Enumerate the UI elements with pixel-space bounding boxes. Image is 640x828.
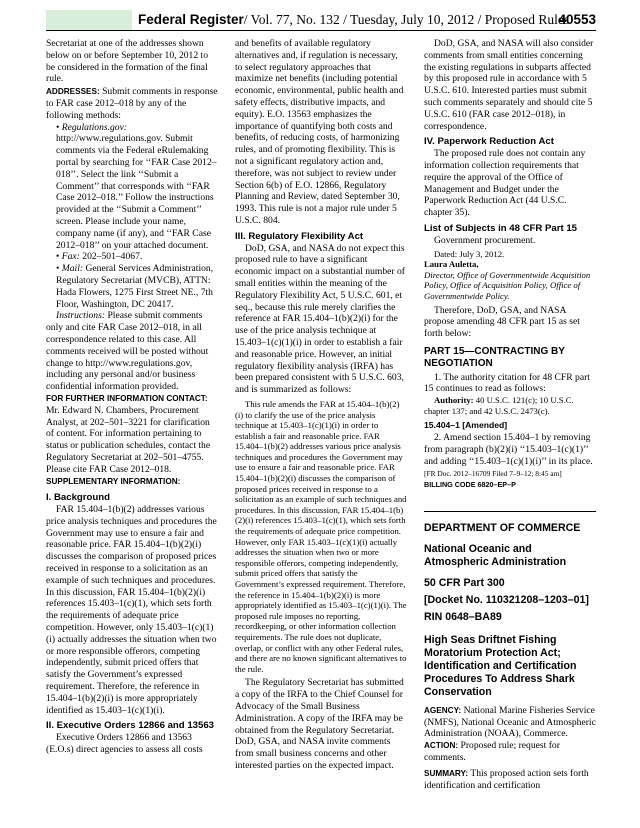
paragraph: DoD, GSA, and NASA do not expect this proposed rule to have a significant economic impact on a substantial number of small entities within the meaning of the Regulatory Flexibility Act, 5 U.S.C. 601, et seq., because this rule merely clarifies the reference at FAR 15.404–1(b)(2)(i) for the use of the price analysis technique at 15.403–1(c)(1)(i) in order to establish a fair and reasonable price. However, an initial regulatory flexibility analysis (IRFA) has been prepared consistent with 5 U.S.C. 603, and is summarized as follows: bbox=[235, 242, 405, 396]
docket-number: [Docket No. 110321208–1203–01] bbox=[424, 593, 589, 606]
paragraph: Secretariat at one of the addresses shown below on or before September 10, 2012 to be considered in the formation of the final rule. bbox=[46, 38, 208, 85]
paragraph: FAR 15.404–1(b)(2) addresses various price analysis techniques and procedures the Government may use to ensure a fair and reasonable price. FAR 15.404–1(b)(2)(i) discusses the comparison of proposed prices received in response to a solicitation as an example of such techniques and procedures. In this discussion, FAR 15.404–1(b)(2)(i) references 15.403–1(c)(1), which sets forth the requirements of adequate price competition. However, only 15.403–1(c)(1)(i) actually addresses the situation when two or more responsible offerors, competing independently, submit priced offers that satisfy the Government’s expressed requirement. Therefore, the reference in 15.404–1(b)(2)(i) is more appropriately identified as 15.403–1(c)(1)(i). bbox=[46, 504, 217, 716]
paragraph: 1. The authority citation for 48 CFR part 15 continues to read as follows: bbox=[424, 371, 590, 395]
separator-rule bbox=[424, 511, 596, 512]
column-2 bbox=[235, 38, 407, 772]
paragraph: Government procurement. bbox=[434, 234, 536, 246]
page-number: 40553 bbox=[558, 12, 596, 27]
billing-code: BILLING CODE 6820–EP–P bbox=[424, 479, 516, 489]
supplementary-label: SUPPLEMENTARY INFORMATION: bbox=[46, 477, 181, 487]
paragraph: and benefits of available regulatory alternatives and, if regulation is necessary, to select regulatory approaches that maximize net benefits (including potential economic, environmental, public health and safety effects, distributive impacts, and equity). E.O. 13563 emphasizes the importance of quantifying both costs and benefits, of reducing costs, of harmonizing rules, and of promoting flexibility. This is not a significant regulatory action and, therefore, was not subject to review under Section 6(b) of E.O. 12866, Regulatory Planning and Review, dated September 30, 1993. This rule is not a major rule under 5 U.S.C. 804. bbox=[235, 38, 404, 226]
subjects-heading: List of Subjects in 48 CFR Part 15 bbox=[424, 222, 578, 234]
paragraph: 2. Amend section 15.404–1 by removing from paragraph (b)(2)(i) ‘‘15.403–1(c)(1)’’ and adding ‘‘15.403–1(c)(1)(i)’’ in its place. bbox=[424, 432, 593, 467]
signer-name: Laura Auletta, bbox=[424, 259, 479, 270]
agency-heading: National Oceanic and Atmospheric Administration bbox=[424, 542, 567, 568]
section-heading: II. Executive Orders 12866 and 13563 bbox=[46, 720, 214, 732]
authority-line: Authority: 40 U.S.C. 121(c); 10 U.S.C. chapter 137; and 42 U.S.C. 2473(c). bbox=[424, 395, 574, 416]
paragraph: DoD, GSA, and NASA will also consider comments from small entities concerning the existing regulations in subparts affected by this proposed rule in accordance with 5 U.S.C. 610. Interested parties must submit such comments separately and should cite 5 U.S.C. 610 (FAR case 2012–018), in correspondence. bbox=[424, 38, 594, 132]
highlight-box bbox=[46, 10, 132, 30]
contact-section: FOR FURTHER INFORMATION CONTACT: Mr. Edward N. Chambers, Procurement Analyst, at 202–501–3221 for clarification of content. For information pertaining to status or publication schedules, contact the Regulatory Secretariat at 202–501–4755. Please cite FAR Case 2012–018. bbox=[46, 393, 211, 475]
action-section: ACTION: Proposed rule; request for comments. bbox=[424, 740, 560, 763]
column-1 bbox=[46, 38, 218, 756]
part-heading: PART 15—CONTRACTING BY NEGOTIATION bbox=[424, 345, 565, 369]
addresses-section: ADDRESSES: Submit comments in response to FAR case 2012–018 by any of the following methods: bbox=[46, 86, 218, 121]
column-3 bbox=[424, 38, 596, 791]
agency-section: AGENCY: National Marine Fisheries Service (NMFS), National Oceanic and Atmospheric Administration (NOAA), Commerce. bbox=[424, 704, 596, 740]
header-rule bbox=[46, 30, 596, 31]
section-heading: I. Background bbox=[46, 492, 110, 504]
issue-info: / Vol. 77, No. 132 / Tuesday, July 10, 2012 / Proposed Rules bbox=[243, 12, 570, 27]
block-quote: This rule amends the FAR at 15.404–1(b)(2)(i) to clarify the use of the price analysis technique at 15.403–1(c)(1)(i) in order to establish a fair and reasonable price. FAR 15.404–1(b)(2) addresses various price analysis techniques and procedures the Government may use to ensure a fair and reasonable price. FAR 15.404–1(b)(2)(i) discusses the comparison of proposed prices received in response to a solicitation as an example of such techniques and procedures. In this discussion, FAR 15.404–1(b)(2)(i) references 15.403–1(c)(1), which sets forth the requirements of adequate price competition. However, only FAR 15.403–1(c)(1)(i) actually addresses the situation when two or more responsible offerors, competing independently, submit priced offers that satisfy the Government’s expressed requirement. Therefore, the reference in 15.404–1(b)(2)(i) is more appropriately identified as 15.403–1(c)(1)(i). The proposed rule imposes no reporting, recordkeeping, or other information collection requirements. The rule does not duplicate, overlap, or conflict with any other Federal rules, and there are no known significant alternatives to the rule. bbox=[235, 398, 407, 674]
instructions-paragraph: Instructions: Please submit comments only and cite FAR Case 2012–018, in all correspondence related to this case. All comments received will be posted without change to http://www.regulations.gov, including any personal and/or business confidential information provided. bbox=[46, 310, 209, 393]
signer-title: Director, Office of Governmentwide Acquisition Policy, Office of Acquisition Policy, Office of Governmentwide Policy. bbox=[424, 269, 591, 301]
section-heading: IV. Paperwork Reduction Act bbox=[424, 136, 554, 148]
fr-doc-line: [FR Doc. 2012–16709 Filed 7–9–12; 8:45 am] bbox=[424, 469, 562, 479]
summary-section: SUMMARY: This proposed action sets forth identification and certification bbox=[424, 767, 589, 791]
cfr-part: 50 CFR Part 300 bbox=[424, 576, 505, 589]
page-header bbox=[138, 12, 596, 28]
paragraph: Therefore, DoD, GSA, and NASA propose amending 48 CFR part 15 as set forth below: bbox=[424, 304, 580, 340]
section-heading: III. Regulatory Flexibility Act bbox=[235, 230, 364, 242]
list-item: • Mail: General Services Administration, Regulatory Secretariat (MVCB), ATTN: Hada Flowers, 1275 First Street NE., 7th Floor, Washington, DC 20417. bbox=[56, 263, 214, 310]
journal-name: Federal Register bbox=[138, 12, 244, 27]
list-item: • Regulations.gov: http://www.regulations.gov. Submit comments via the Federal eRulemaking portal by searching for ‘‘FAR Case 2012–018’’. Select the link ‘‘Submit a Comment’’ that corresponds with ‘‘FAR Case 2012–018.’’ Follow the instructions provided at the ‘‘Submit a Comment’’ screen. Please include your name, company name (if any), and ‘‘FAR Case 2012–018’’ on your attached document. bbox=[56, 121, 217, 251]
paragraph: Executive Orders 12866 and 13563 (E.O.s) direct agencies to assess all costs bbox=[46, 732, 203, 756]
paragraph: The Regulatory Secretariat has submitted a copy of the IRFA to the Chief Counsel for Advocacy of the Small Business Administration. A copy of the IRFA may be obtained from the Regulatory Secretariat. DoD, GSA, and NASA invite comments from small business concerns and other interested parties on the expected impact. bbox=[235, 677, 404, 771]
rule-title: High Seas Driftnet Fishing Moratorium Protection Act; Identification and Certification Procedures To Address Shark Conservation bbox=[424, 633, 577, 698]
rin-number: RIN 0648–BA89 bbox=[424, 610, 502, 623]
date-line: Dated: July 3, 2012. bbox=[434, 248, 505, 259]
section-amended-heading: 15.404–1 [Amended] bbox=[424, 420, 508, 431]
paragraph: The proposed rule does not contain any information collection requirements that require the approval of the Office of Management and Budget under the Paperwork Reduction Act (44 U.S.C. chapter 35). bbox=[424, 148, 586, 219]
department-heading: DEPARTMENT OF COMMERCE bbox=[424, 521, 581, 534]
list-item: • Fax: 202–501–4067. bbox=[56, 251, 143, 263]
